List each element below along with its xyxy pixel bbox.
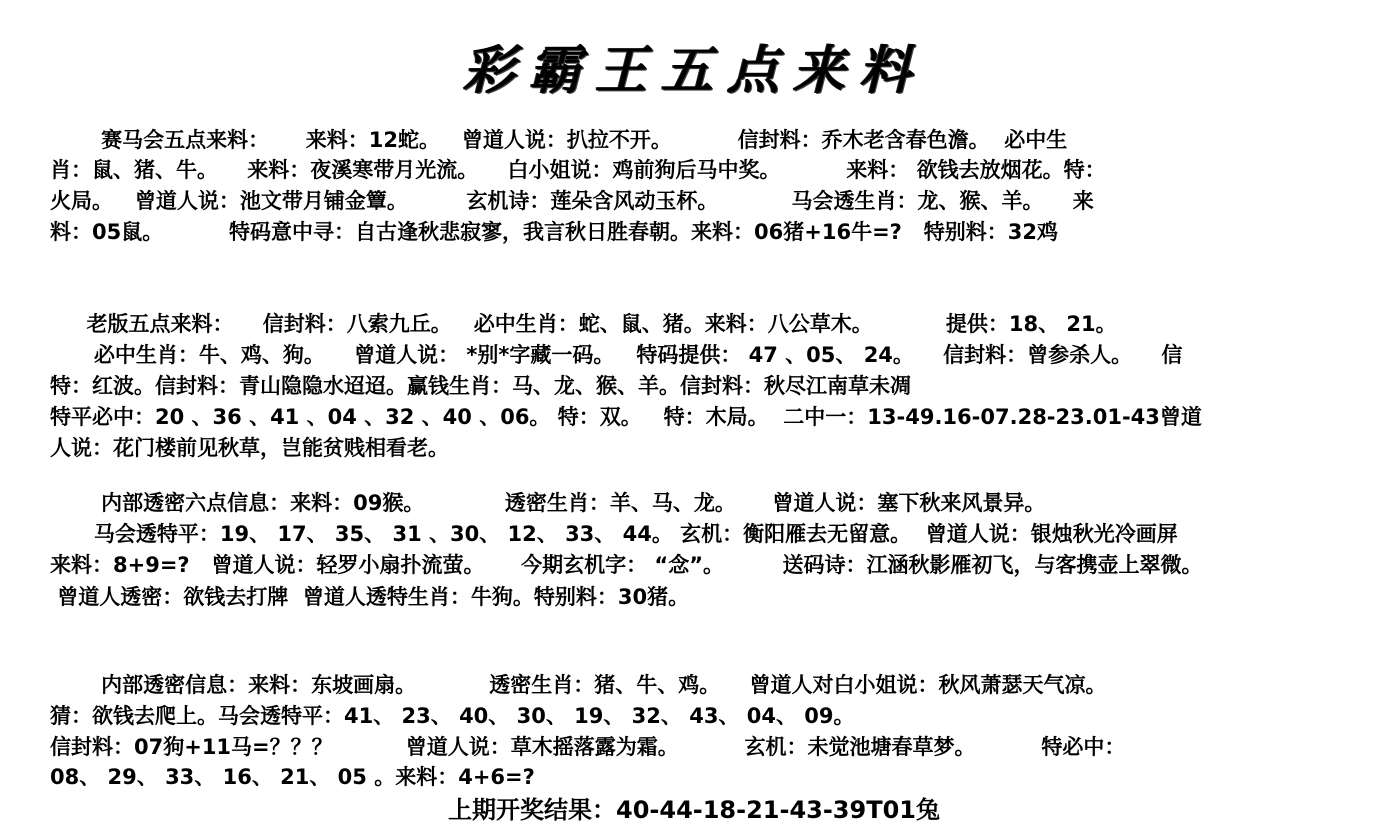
text-line: 肖：鼠、猪、牛。 来料：夜溪寒带月光流。 白小姐说：鸡前狗后马中奖。 来料： 欲钱去放烟花。特：: [50, 158, 1106, 182]
text-line: 曾道人透密：欲钱去打牌 曾道人透特生肖：牛狗。特别料：30猪。: [50, 585, 690, 609]
text-line: 人说：花门楼前见秋草，岂能贫贱相看老。: [50, 436, 449, 460]
page-title: 彩霸王五点来料: [462, 40, 925, 101]
text-line: 赛马会五点来料： 来料：12蛇。 曾道人说：扒拉不开。 信封料：乔木老含春色澹。 必中生: [50, 128, 1068, 152]
text-line: 特平必中：20 、36 、41 、04 、32 、40 、06。 特：双。 特：木局。 二中一：13-49.16-07.28-23.01-43曾道: [50, 405, 1202, 429]
text-line: 信封料：07狗+11马=？？？ 曾道人说：草木摇落露为霜。 玄机：未觉池塘春草梦。 特必中：: [50, 735, 1126, 759]
text-line: 马会透特平：19、 17、 35、 31 、30、 12、 33、 44。 玄机：衡阳雁去无留意。 曾道人说：银烛秋光冷画屏: [50, 522, 1178, 546]
text-line: 内部透密六点信息：来料：09猴。 透密生肖：羊、马、龙。 曾道人说：塞下秋来风景异。: [50, 491, 1046, 515]
text-line: 老版五点来料： 信封料：八索九丘。 必中生肖：蛇、鼠、猪。来料：八公草木。 提供：18、 21。: [50, 312, 1117, 336]
text-line: 猜：欲钱去爬上。马会透特平：41、 23、 40、 30、 19、 32、 43、 04、 09。: [50, 704, 855, 728]
text-line: 必中生肖：牛、鸡、狗。 曾道人说： *别*字藏一码。 特码提供： 47 、05、 24。 信封料：曾参杀人。 信: [50, 343, 1183, 367]
text-line: 火局。 曾道人说：池文带月铺金簟。 玄机诗：莲朵含风动玉杯。 马会透生肖：龙、猴、羊。 来: [50, 189, 1094, 213]
text-line: 特：红波。信封料：青山隐隐水迢迢。赢钱生肖：马、龙、猴、羊。信封料：秋尽江南草未凋: [50, 374, 911, 398]
last-draw-result: 上期开奖结果：40-44-18-21-43-39T01兔: [448, 796, 940, 824]
text-line: 08、 29、 33、 16、 21、 05 。来料：4+6=?: [50, 765, 535, 789]
text-line: 料：05鼠。 特码意中寻：自古逢秋悲寂寥，我言秋日胜春朝。来料：06猪+16牛=? 特别料：32鸡: [50, 220, 1058, 244]
text-line: 内部透密信息：来料：东坡画扇。 透密生肖：猪、牛、鸡。 曾道人对白小姐说：秋风萧瑟天气凉。: [50, 673, 1107, 697]
text-line: 来料：8+9=? 曾道人说：轻罗小扇扑流萤。 今期玄机字： “念”。 送码诗：江涵秋影雁初飞，与客携壶上翠微。: [50, 553, 1203, 577]
